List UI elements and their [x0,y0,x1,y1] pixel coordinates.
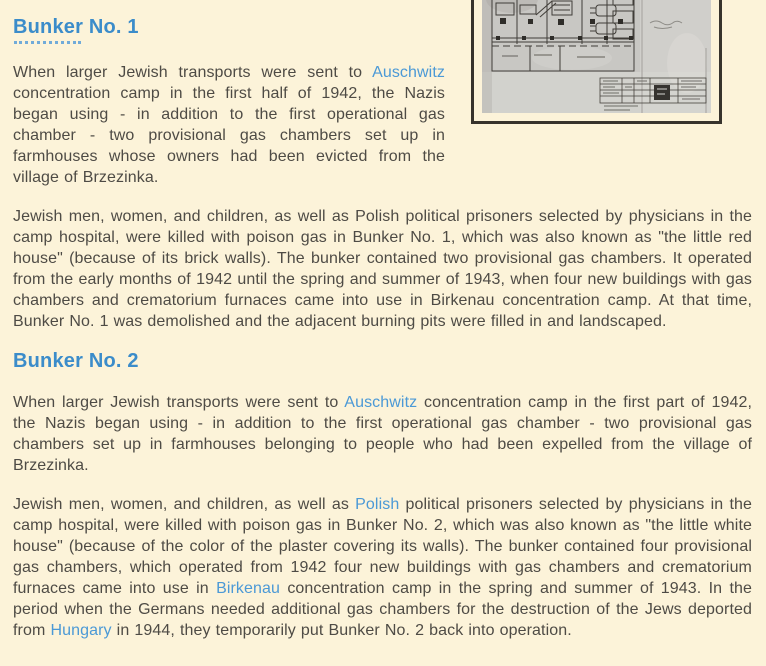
link-hungary[interactable]: Hungary [50,622,112,639]
paragraph: Jewish men, women, and children, as well as Polish political prisoners selected by physicians in the camp hospital, were killed with poison gas in Bunker No. 2, which was also known as "the little white house" (because of the color of the plaster covering its walls). The bunker contained four provisional gas chambers, which operated from 1942 four new buildings with gas chambers and crematorium furnaces came into use in Birkenau concentration camp in the spring and summer of 1943. In the period when the Germans needed additional gas chambers for the destruction of the Jews deported from Hungary in 1944, they temporarily put Bunker No. 2 back into operation. [13,496,752,639]
heading-dotted-underline [14,41,81,44]
link-auschwitz[interactable]: Auschwitz [344,394,418,411]
link-polish[interactable]: Polish [355,496,400,513]
paragraph: Jewish men, women, and children, as well as Polish political prisoners selected by physicians in the camp hospital, were killed with poison gas in Bunker No. 1, which was also known as "the little red house" (because of its brick walls). The bunker contained two provisional gas chambers. It operated from the early months of 1942 until the spring and summer of 1943, when four new buildings with gas chambers and crematorium furnaces came into use in Birkenau concentration camp. At that time, Bunker No. 1 was demolished and the adjacent burning pits were filled in and landscaped. [13,208,752,330]
section-heading[interactable]: Bunker No. 1 [13,16,139,38]
paragraph: When larger Jewish transports were sent to Auschwitz concentration camp in the first part of 1942, the Nazis began using - in addition to the first operational gas chamber - two provisional gas chambers set up in farmhouses belonging to people who had been expelled from the village of Brzezinka. [13,394,752,474]
paragraph: When larger Jewish transports were sent to Auschwitz concentration camp in the first half of 1942, the Nazis began using - in addition to the first operational gas chamber - two provisional gas chambers set up in farmhouses whose owners had been evicted from the village of Brzezinka. [13,64,445,186]
bunker-plan-image [482,0,711,113]
link-birkenau[interactable]: Birkenau [216,580,281,597]
bunker-plan-figure[interactable] [471,0,722,124]
section-bunker-2 [13,349,752,641]
section-heading: Bunker No. 2 [13,350,139,372]
link-auschwitz[interactable]: Auschwitz [372,64,445,81]
